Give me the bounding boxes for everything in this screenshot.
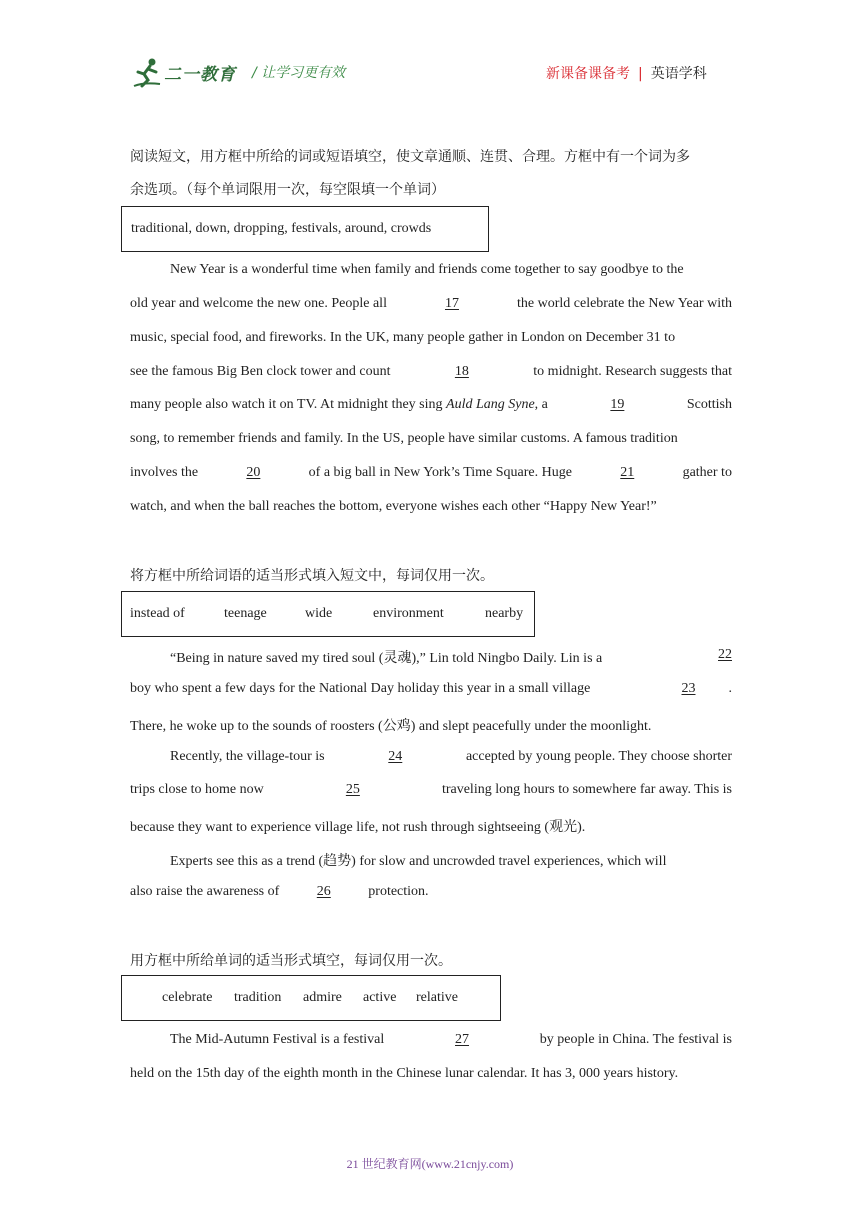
s2-line8: also raise the awareness of 26 protection. [130,884,429,899]
s2-line3: There, he woke up to the sounds of roosters (公鸡) and slept peacefully under the moonlight. [130,719,652,734]
section1-word-box [121,206,489,252]
header-subject [546,63,707,83]
blank-27[interactable]: 27 [455,1032,470,1047]
s1-line1: New Year is a wonderful time when family and friends come together to say goodbye to the [170,262,684,277]
section1-instruction-line2: 余选项。（每个单词限用一次，每空限填一个单词） [130,182,445,198]
section3-word-box [121,975,501,1021]
s3-line1: The Mid-Autumn Festival is a festival 27 by people in China. The festival is [170,1032,732,1047]
blank-24[interactable]: 24 [388,749,403,764]
s2-line6: because they want to experience village life, not rush through sightseeing (观光). [130,820,586,835]
runner-logo-icon [130,56,164,90]
blank-21[interactable]: 21 [620,465,635,480]
s2-word-2: teenage [224,606,267,621]
s1-line8: watch, and when the ball reaches the bottom, everyone wishes each other “Happy New Year!” [130,499,657,514]
s3-word-1: celebrate [162,990,213,1005]
footer[interactable]: 21 世纪教育网(www.21cnjy.com) [346,1157,514,1171]
section2-instruction: 将方框中所给词语的适当形式填入短文中，每词仅用一次。 [130,568,494,584]
blank-20[interactable]: 20 [246,465,261,480]
song-title: Auld Lang Syne [446,397,535,412]
s1-line3: music, special food, and fireworks. In the UK, many people gather in London on December 31 to [130,330,676,345]
s3-word-5: relative [416,990,458,1005]
section1-box-words: traditional, down, dropping, festivals, around, crowds [131,221,432,236]
s3-line2: held on the 15th day of the eighth month in the Chinese lunar calendar. It has 3, 000 years history. [130,1066,679,1081]
section2-word-box [121,591,535,637]
s2-word-5: nearby [485,606,524,621]
s2-line4: Recently, the village-tour is 24 accepted by young people. They choose shorter [170,749,732,764]
s1-line2: old year and welcome the new one. People all 17 the world celebrate the New Year with [130,296,732,311]
blank-19[interactable]: 19 [610,397,625,412]
blank-23[interactable]: 23 [681,681,696,696]
s3-word-2: tradition [234,990,282,1005]
s1-line5: many people also watch it on TV. At midnight they sing Auld Lang Syne, a 19 Scottish [130,397,732,412]
blank-26[interactable]: 26 [316,884,331,899]
s2-line2: boy who spent a few days for the National Day holiday this year in a small village 23 . [130,681,732,696]
s1-line6: song, to remember friends and family. In the US, people have similar customs. A famous tradition [130,431,678,446]
s3-word-4: active [363,990,397,1005]
s1-line7: involves the 20 of a big ball in New York’s Time Square. Huge 21 gather to [130,465,732,480]
s2-word-4: environment [373,606,444,621]
s1-line4: see the famous Big Ben clock tower and count 18 to midnight. Research suggests that [130,364,732,379]
slogan: / 让学习更有效 [252,65,346,81]
section1-instruction-line1: 阅读短文，用方框中所给的词或短语填空，使文章通顺、连贯、合理。方框中有一个词为多 [130,149,690,165]
s2-word-3: wide [305,606,333,621]
s3-word-3: admire [303,990,342,1005]
s2-line7: Experts see this as a trend (趋势) for slow and uncrowded travel experiences, which will [170,854,667,869]
s2-line5: trips close to home now 25 traveling long hours to somewhere far away. This is [130,782,732,797]
header-course: 新课备课备考 [546,66,630,82]
blank-18[interactable]: 18 [454,364,469,379]
blank-17[interactable]: 17 [444,296,459,311]
logo-text: 二一教育 [164,65,236,85]
blank-25[interactable]: 25 [345,782,360,797]
logo [130,56,240,90]
header-separator: | [638,66,643,82]
section3-instruction: 用方框中所给单词的适当形式填空，每词仅用一次。 [130,953,452,969]
s2-line1: “Being in nature saved my tired soul (灵魂),” Lin told Ningbo Daily. Lin is a 22 [170,647,732,666]
s2-word-1: instead of [130,606,185,621]
blank-22[interactable]: 22 [718,647,732,662]
header-subject-name: 英语学科 [650,66,707,82]
